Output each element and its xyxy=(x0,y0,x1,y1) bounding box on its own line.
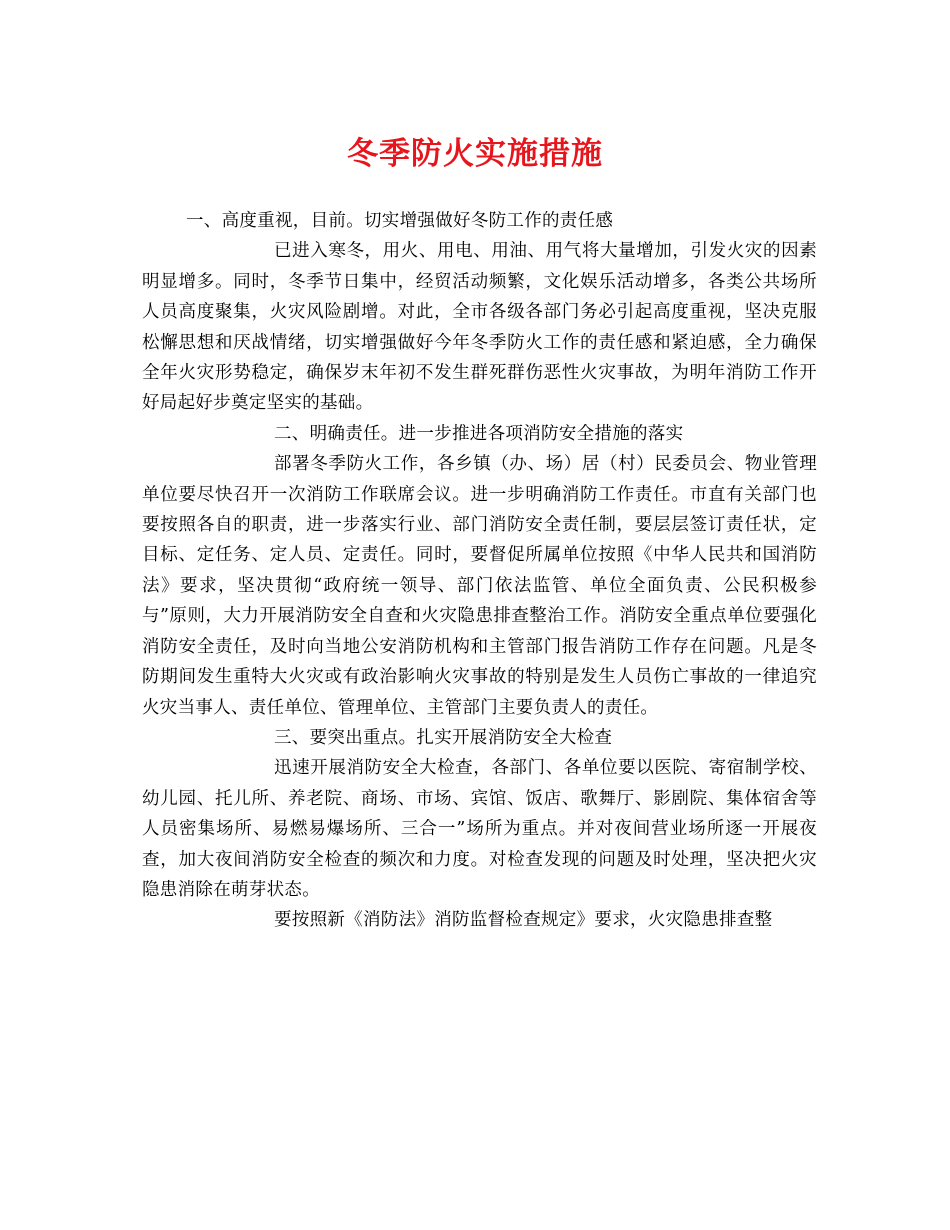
section-heading-2: 二、明确责任。进一步推进各项消防安全措施的落实 xyxy=(274,423,684,444)
document-title: 冬季防火实施措施 xyxy=(347,136,603,172)
section-body-2: 部署冬季防火工作，各乡镇（办、场）居（村）民委员会、物业管理单位要尽快召开一次消防工作联席会议。进一步明确消防工作责任。市直有关部门也要按照各自的职责，进一步落实行业、部门消防安全责任制，要层层签订责任状，定目标、定任务、定人员、定责任。同时，要督促所属单位按照《中华人民共和国消防法》要求，坚决贯彻“政府统一领导、部门依法监管、单位全面负责、公民积极参与”原则，大力开展消防安全自查和火灾隐患排查整治工作。消防安全重点单位要强化消防安全责任，及时向当地公安消防机构和主管部门报告消防工作存在问题。凡是冬防期间发生重特大火灾或有政治影响火灾事故的特别是发生人员伤亡事故的一律追究火灾当事人、责任单位、管理单位、主管部门主要负责人的责任。 xyxy=(142,454,817,718)
section-heading-3: 三、要突出重点。扎实开展消防安全大检查 xyxy=(274,727,613,748)
section-body-1: 已进入寒冬，用火、用电、用油、用气将大量增加，引发火灾的因素明显增多。同时，冬季节日集中，经贸活动频繁，文化娱乐活动增多，各类公共场所人员高度聚集，火灾风险剧增。对此，全市各级各部门务必引起高度重视，坚决克服松懈思想和厌战情绪，切实增强做好今年冬季防火工作的责任感和紧迫感，全力确保全年火灾形势稳定，确保岁末年初不发生群死群伤恶性火灾事故，为明年消防工作开好局起好步奠定坚实的基础。 xyxy=(142,241,817,414)
document-body xyxy=(142,206,817,936)
section-body-3-continued: 要按照新《消防法》消防监督检查规定》要求，火灾隐患排查整 xyxy=(274,910,773,931)
section-heading-1: 一、高度重视，目前。切实增强做好冬防工作的责任感 xyxy=(186,211,614,231)
section-body-3: 迅速开展消防安全大检查，各部门、各单位要以医院、寄宿制学校、幼儿园、托儿所、养老院、商场、市场、宾馆、饭店、歌舞厅、影剧院、集体宿舍等人员密集场所、易燃易爆场所、三合一”场所为重点。并对夜间营业场所逐一开展夜查，加大夜间消防安全检查的频次和力度。对检查发现的问题及时处理，坚决把火灾隐患消除在萌芽状态。 xyxy=(142,758,817,900)
